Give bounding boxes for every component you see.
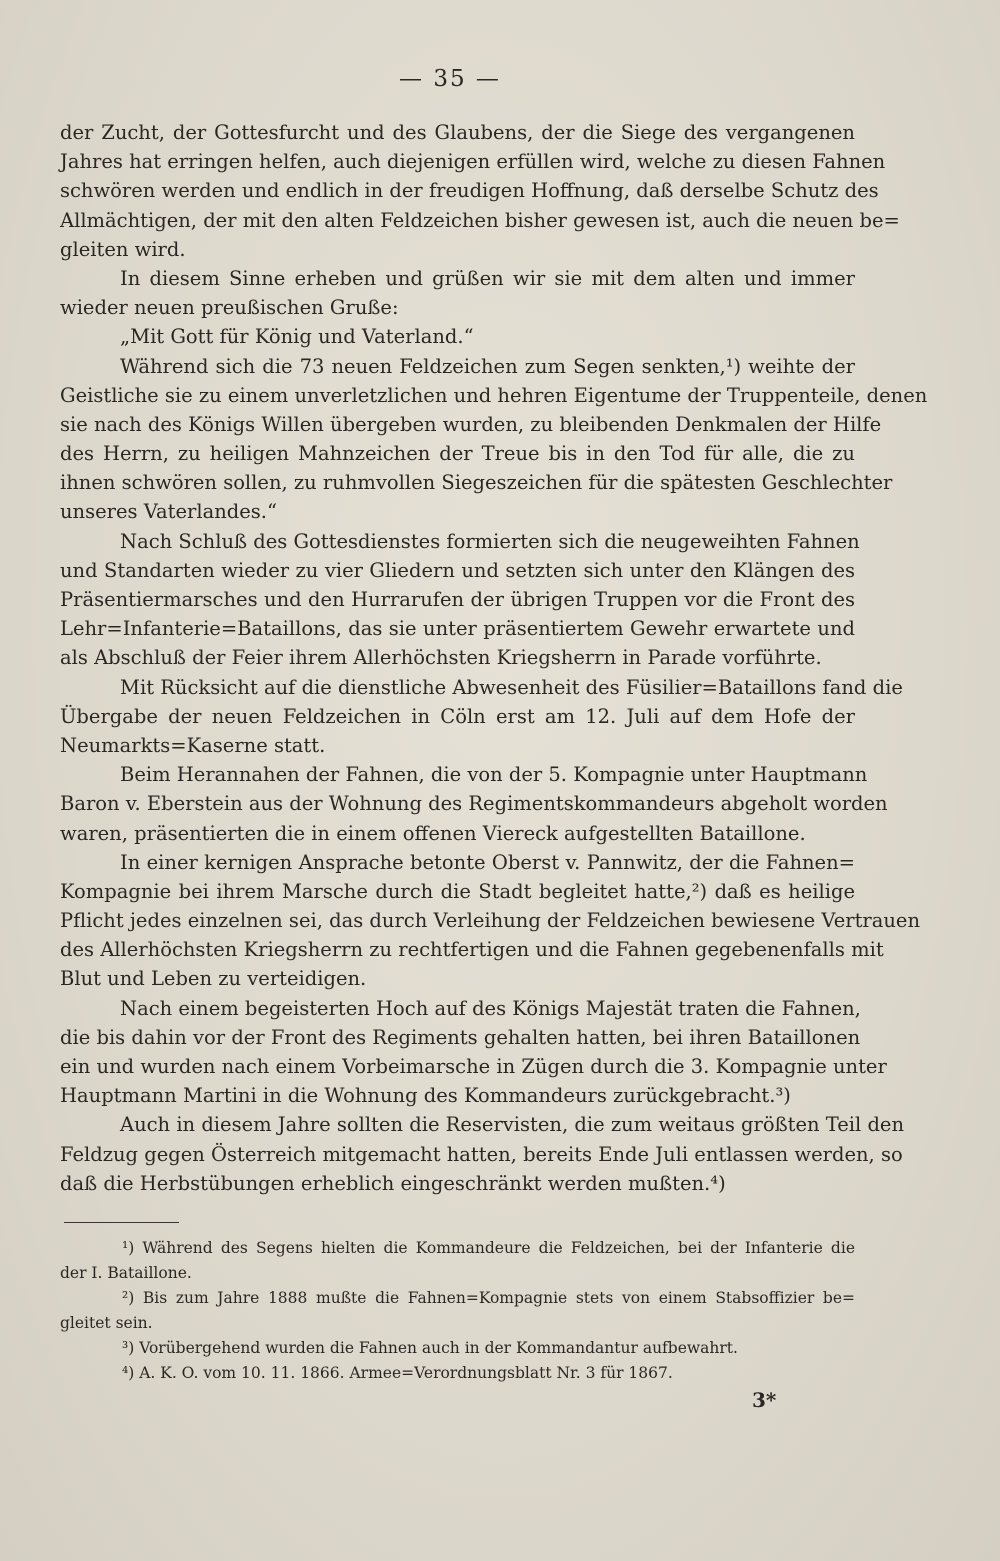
footnotes (60, 1236, 855, 1386)
body-line: In diesem Sinne erheben und grüßen wir sie mit dem alten und immer (120, 266, 855, 290)
body-line: Präsentiermarsches und den Hurrarufen der übrigen Truppen vor die Front des (60, 588, 855, 611)
body-line: Lehr=Infanterie=Bataillons, das sie unter präsentiertem Gewehr erwartete und (60, 617, 855, 641)
body-line: Feldzug gegen Österreich mitgemacht hatten, bereits Ende Juli entlassen werden, so (60, 1142, 903, 1166)
footnote-divider (64, 1222, 179, 1223)
body-line: Blut und Leben zu verteidigen. (60, 967, 367, 991)
body-line: Neumarkts=Kaserne statt. (60, 733, 326, 757)
footnote-line: ⁴) A. K. O. vom 10. 11. 1866. Armee=Verordnungsblatt Nr. 3 für 1867. (122, 1364, 673, 1382)
body-line: gleiten wird. (60, 237, 186, 261)
body-line: Während sich die 73 neuen Feldzeichen zum Segen senkten,¹) weihte der (120, 354, 855, 378)
body-line: des Herrn, zu heiligen Mahnzeichen der Treue bis in den Tod für alle, die zu (60, 442, 855, 466)
footnote-line: ²) Bis zum Jahre 1888 mußte die Fahnen=Kompagnie stets von einem Stabsoffizier be= (122, 1289, 855, 1307)
body-line: Nach Schluß des Gottesdienstes formierten sich die neugeweihten Fahnen (120, 529, 860, 553)
body-line: Beim Herannahen der Fahnen, die von der 5. Kompagnie unter Hauptmann (120, 763, 868, 787)
body-line: der Zucht, der Gottesfurcht und des Glaubens, der die Siege des vergangenen (60, 121, 855, 144)
body-line: unseres Vaterlandes.“ (60, 500, 277, 524)
body-text (60, 118, 928, 1198)
body-line: daß die Herbstübungen erheblich eingeschränkt werden mußten.⁴) (60, 1171, 726, 1195)
body-line: Hauptmann Martini in die Wohnung des Kommandeurs zurückgebracht.³) (60, 1084, 791, 1108)
body-line: Kompagnie bei ihrem Marsche durch die Stadt begleitet hatte,²) daß es heilige (60, 879, 855, 903)
footnote-line: der I. Bataillone. (60, 1264, 192, 1282)
body-line: waren, präsentierten die in einem offenen Viereck aufgestellten Bataillone. (60, 821, 806, 845)
body-line: Baron v. Eberstein aus der Wohnung des Regimentskommandeurs abgeholt worden (60, 792, 888, 816)
body-line: Pflicht jedes einzelnen sei, das durch Verleihung der Feldzeichen bewiesene Vertrauen (60, 909, 921, 933)
body-line: In einer kernigen Ansprache betonte Oberst v. Pannwitz, der die Fahnen= (120, 850, 855, 874)
body-line: ihnen schwören sollen, zu ruhmvollen Siegeszeichen für die spätesten Geschlechter (60, 471, 893, 495)
body-line: Auch in diesem Jahre sollten die Reservisten, die zum weitaus größten Teil den (120, 1113, 905, 1137)
body-line: Jahres hat erringen helfen, auch diejenigen erfüllen wird, welche zu diesen Fahnen (60, 150, 886, 174)
body-line: sie nach des Königs Willen übergeben wurden, zu bleibenden Denkmalen der Hilfe (60, 412, 882, 436)
body-line: Allmächtigen, der mit den alten Feldzeichen bisher gewesen ist, auch die neuen be= (60, 208, 900, 232)
body-line: ein und wurden nach einem Vorbeimarsche in Zügen durch die 3. Kompagnie unter (60, 1055, 887, 1078)
footnote-line: ³) Vorübergehend wurden die Fahnen auch in der Kommandantur aufbewahrt. (122, 1339, 738, 1357)
body-line: „Mit Gott für König und Vaterland.“ (120, 325, 474, 349)
body-line: Nach einem begeisterten Hoch auf des Königs Majestät traten die Fahnen, (120, 996, 861, 1020)
page-number: — 35 — (399, 66, 501, 92)
footnote-line: ¹) Während des Segens hielten die Kommandeure die Feldzeichen, bei der Infanterie die (122, 1239, 855, 1257)
body-line: Mit Rücksicht auf die dienstliche Abwesenheit des Füsilier=Bataillons fand die (120, 675, 903, 699)
body-line: schwören werden und endlich in der freudigen Hoffnung, daß derselbe Schutz des (60, 179, 879, 203)
body-line: und Standarten wieder zu vier Gliedern und setzten sich unter den Klängen des (60, 558, 855, 582)
signature-mark: 3* (752, 1388, 777, 1412)
body-line: des Allerhöchsten Kriegsherrn zu rechtfertigen und die Fahnen gegebenenfalls mit (60, 938, 884, 962)
body-line: wieder neuen preußischen Gruße: (60, 296, 399, 320)
body-line: als Abschluß der Feier ihrem Allerhöchsten Kriegsherrn in Parade vorführte. (60, 646, 822, 670)
body-line: Geistliche sie zu einem unverletzlichen und hehren Eigentume der Truppenteile, denen (60, 383, 928, 407)
body-line: die bis dahin vor der Front des Regiments gehalten hatten, bei ihren Bataillonen (60, 1025, 861, 1049)
body-line: Übergabe der neuen Feldzeichen in Cöln erst am 12. Juli auf dem Hofe der (60, 704, 855, 728)
footnote-line: gleitet sein. (60, 1314, 153, 1332)
